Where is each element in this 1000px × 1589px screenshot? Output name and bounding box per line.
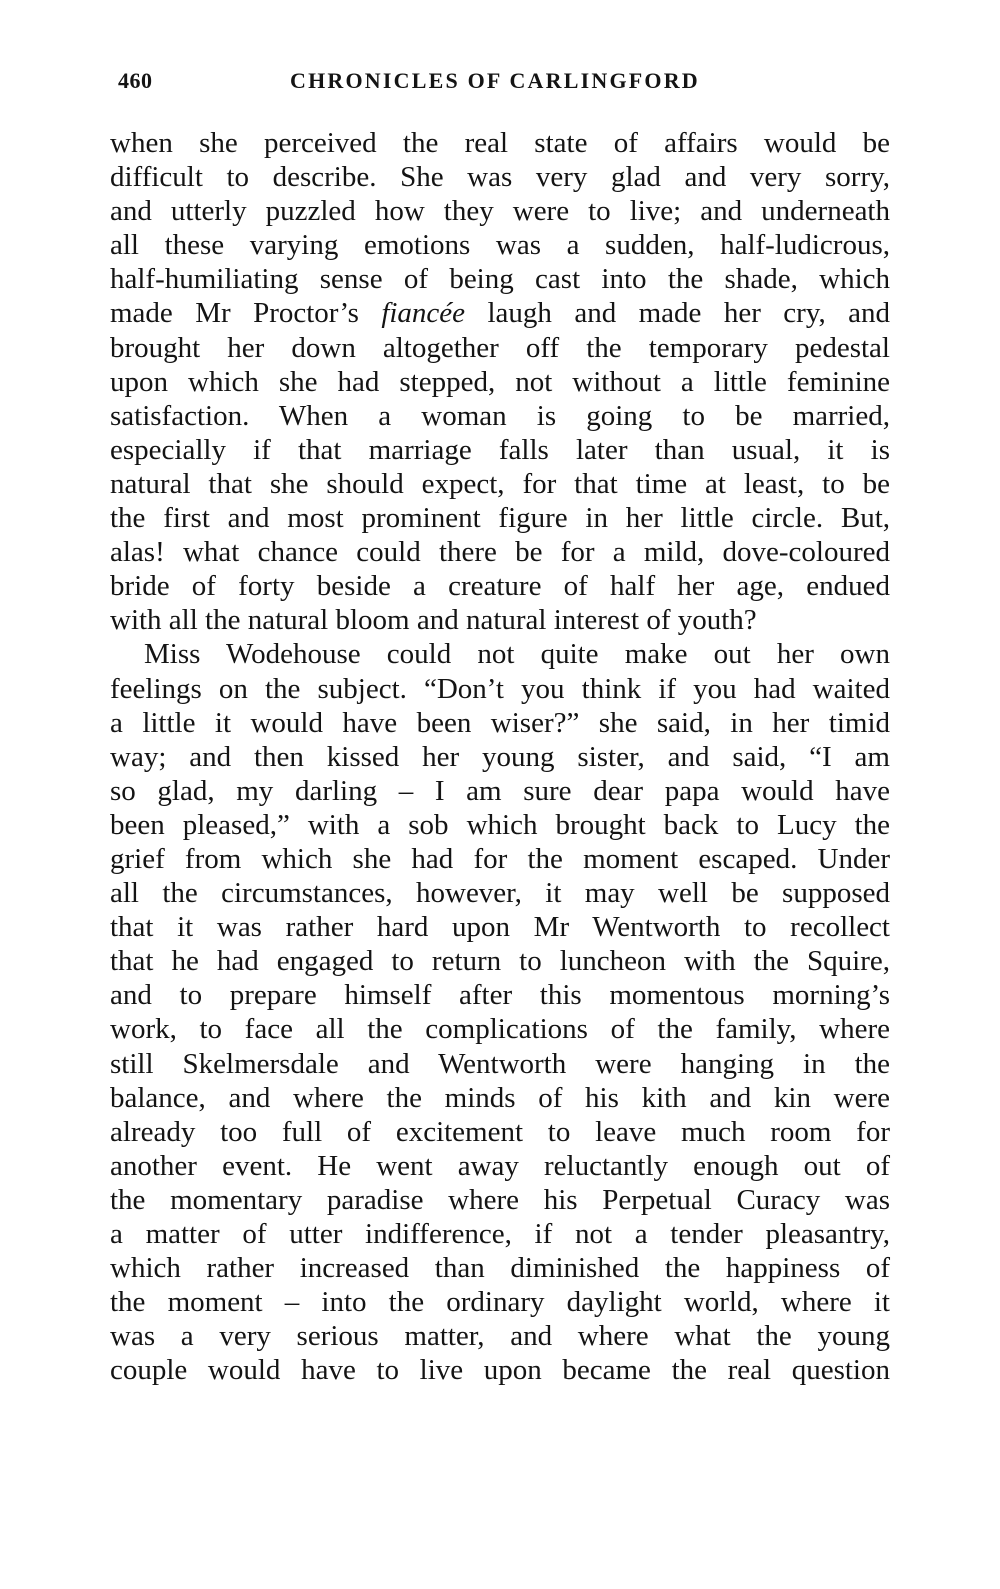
text-line: all the circumstances, however, it may well be supposed	[110, 877, 890, 910]
text-line: natural that she should expect, for that time at least, to be	[110, 467, 890, 500]
text-line: that he had engaged to return to luncheon with the Squire,	[110, 945, 890, 978]
text-line: and to prepare himself after this momentous morning’s	[110, 979, 890, 1012]
text-line: the momentary paradise where his Perpetual Curacy was	[110, 1183, 890, 1216]
text-line: especially if that marriage falls later than usual, it is	[110, 433, 890, 466]
text-line: been pleased,” with a sob which brought back to Lucy the	[110, 808, 890, 841]
text-line: when she perceived the real state of affairs would be	[110, 127, 890, 159]
text-line: the first and most prominent figure in her little circle. But,	[110, 502, 890, 535]
text-line: with all the natural bloom and natural interest of youth?	[110, 604, 757, 637]
text-fragment: laugh and made her cry, and	[465, 297, 890, 330]
running-head: CHRONICLES OF CARLINGFORD	[290, 68, 700, 93]
text-line: half-humiliating sense of being cast into the shade, which	[110, 263, 890, 296]
text-line: grief from which she had for the moment escaped. Under	[110, 842, 890, 875]
page-header	[118, 68, 888, 108]
text-line: way; and then kissed her young sister, and said, “I am	[110, 740, 890, 773]
text-line: couple would have to live upon became the real question	[110, 1354, 890, 1387]
text-line: was a very serious matter, and where what the young	[110, 1320, 890, 1353]
text-line: a matter of utter indifference, if not a tender pleasantry,	[110, 1218, 890, 1250]
text-line: brought her down altogether off the temporary pedestal	[110, 331, 890, 364]
text-line: so glad, my darling – I am sure dear papa would have	[110, 774, 890, 807]
text-line: feelings on the subject. “Don’t you think if you had waited	[110, 672, 890, 705]
text-line: still Skelmersdale and Wentworth were hanging in the	[110, 1047, 890, 1080]
body-text	[110, 126, 890, 1387]
text-line: which rather increased than diminished the happiness of	[110, 1252, 890, 1285]
text-line: already too full of excitement to leave much room for	[110, 1115, 890, 1148]
italic-word: fiancée	[381, 297, 466, 330]
text-line: the moment – into the ordinary daylight world, where it	[110, 1286, 890, 1319]
text-line: alas! what chance could there be for a mild, dove-coloured	[110, 536, 890, 569]
text-line: upon which she had stepped, not without a little feminine	[110, 365, 890, 398]
text-line: work, to face all the complications of the family, where	[110, 1013, 890, 1046]
page-number: 460	[118, 68, 153, 93]
text-line: and utterly puzzled how they were to live; and underneath	[110, 195, 890, 228]
text-line: Miss Wodehouse could not quite make out her own	[144, 638, 890, 671]
text-line: another event. He went away reluctantly enough out of	[110, 1149, 890, 1182]
text-line: difficult to describe. She was very glad and very sorry,	[110, 161, 890, 194]
text-line: that it was rather hard upon Mr Wentworth to recollect	[110, 911, 890, 944]
text-line: bride of forty beside a creature of half her age, endued	[110, 570, 890, 603]
text-line: all these varying emotions was a sudden, half-ludicrous,	[110, 229, 890, 262]
text-line: balance, and where the minds of his kith and kin were	[110, 1081, 890, 1114]
text-line: a little it would have been wiser?” she said, in her timid	[110, 706, 890, 739]
text-line: satisfaction. When a woman is going to be married,	[110, 399, 890, 432]
text-fragment: made Mr Proctor’s	[110, 297, 382, 330]
text-line	[110, 296, 890, 330]
